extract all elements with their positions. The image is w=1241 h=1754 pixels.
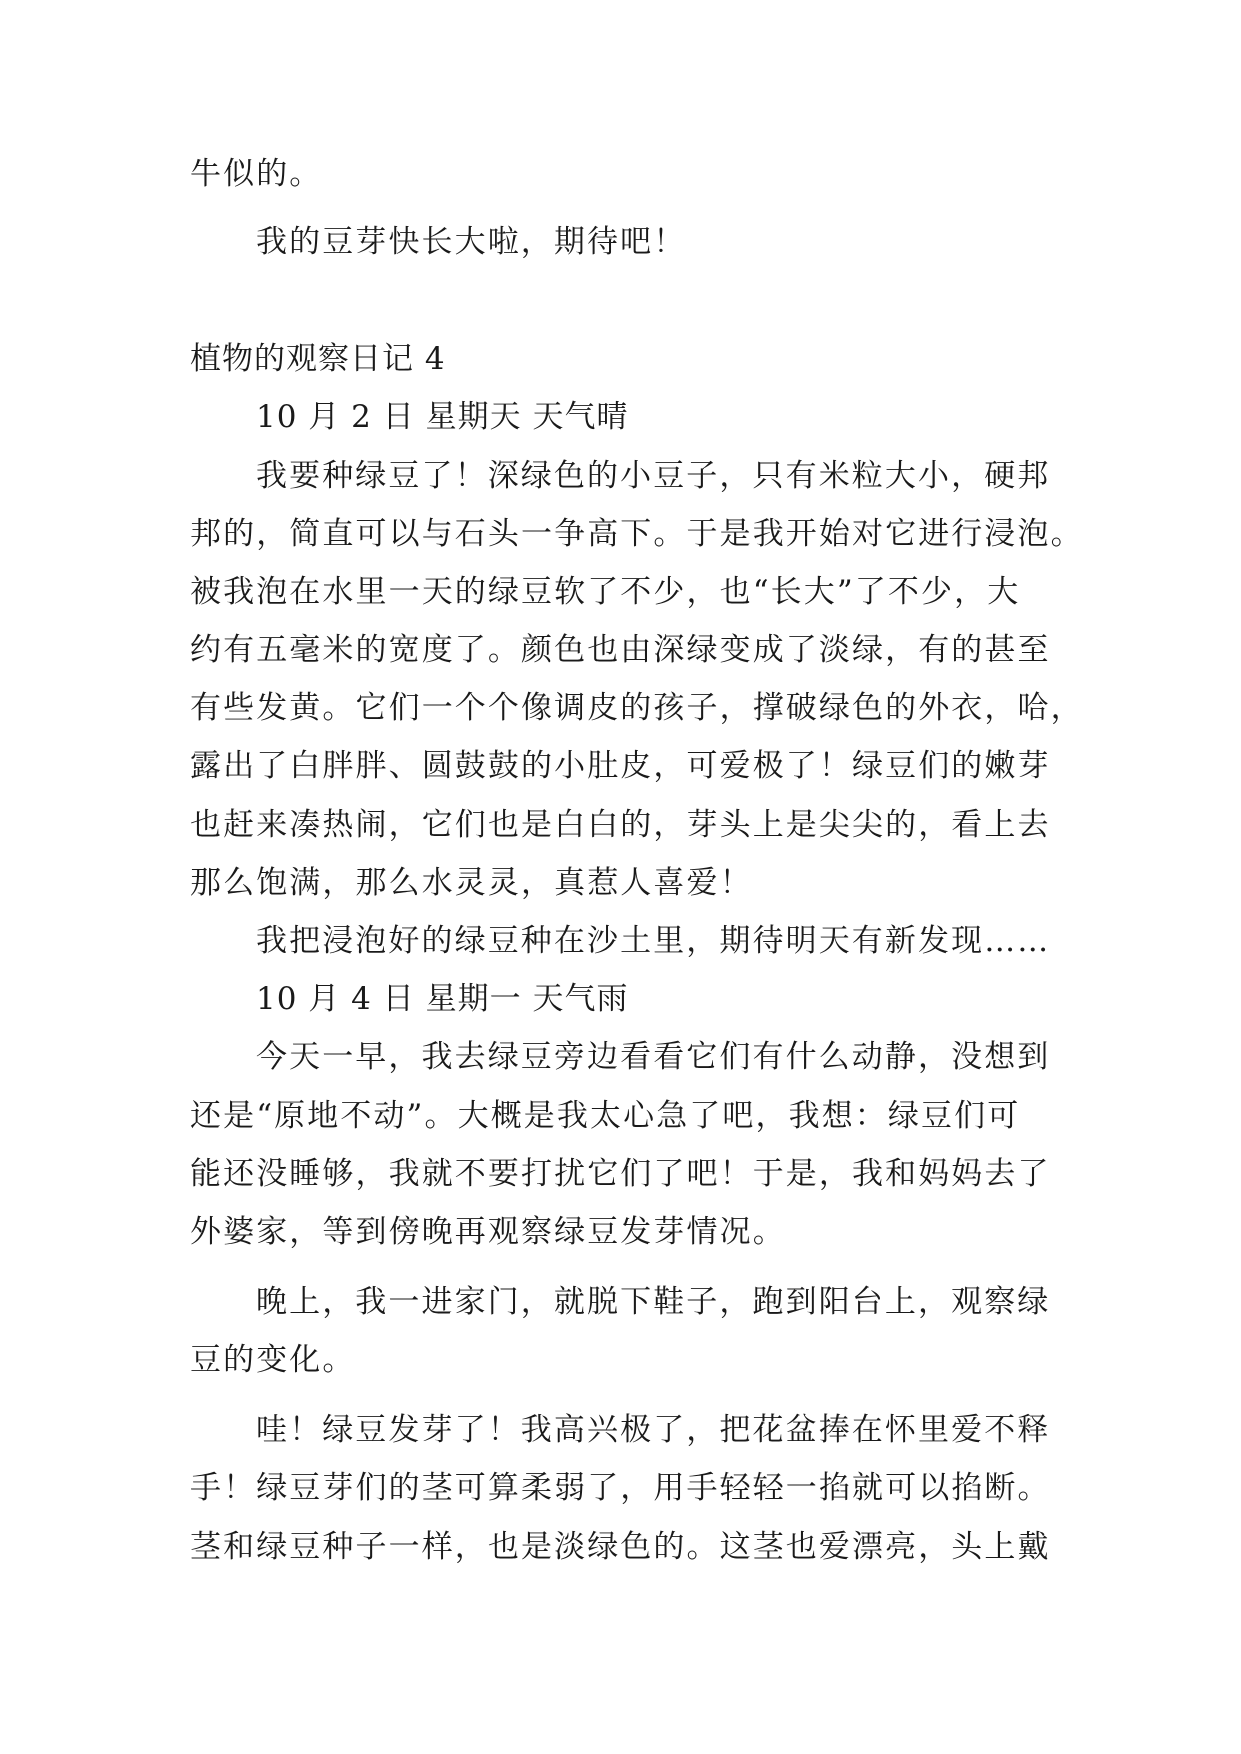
text-line: 牛似的。 (190, 156, 323, 192)
text-line: 哇！绿豆发芽了！我高兴极了，把花盆捧在怀里爱不释 (256, 1412, 1051, 1448)
text-line: 被我泡在水里一天的绿豆软了不少，也“长大”了不少，大 (190, 574, 1021, 610)
text-line: 有些发黄。它们一个个像调皮的孩子，撑破绿色的外衣，哈， (190, 690, 1084, 726)
text-line: 能还没睡够，我就不要打扰它们了吧！于是，我和妈妈去了 (190, 1156, 1051, 1192)
text-line: 我的豆芽快长大啦，期待吧！ (256, 224, 687, 260)
diary-date: 10 月 4 日 星期一 天气雨 (256, 981, 629, 1017)
diary-date: 10 月 2 日 星期天 天气晴 (256, 399, 629, 435)
text-line: 还是“原地不动”。大概是我太心急了吧，我想：绿豆们可 (190, 1098, 1021, 1134)
section-heading: 植物的观察日记 4 (190, 341, 446, 377)
text-line: 外婆家，等到傍晚再观察绿豆发芽情况。 (190, 1214, 786, 1250)
text-line: 晚上，我一进家门，就脱下鞋子，跑到阳台上，观察绿 (256, 1284, 1051, 1320)
text-line: 约有五毫米的宽度了。颜色也由深绿变成了淡绿，有的甚至 (190, 632, 1051, 668)
text-line: 那么饱满，那么水灵灵，真惹人喜爱！ (190, 865, 753, 901)
text-line: 豆的变化。 (190, 1342, 356, 1378)
text-line: 手！绿豆芽们的茎可算柔弱了，用手轻轻一掐就可以掐断。 (190, 1470, 1051, 1506)
text-line: 也赶来凑热闹，它们也是白白的，芽头上是尖尖的，看上去 (190, 807, 1051, 843)
text-line: 露出了白胖胖、圆鼓鼓的小肚皮，可爱极了！绿豆们的嫩芽 (190, 748, 1051, 784)
text-line: 我要种绿豆了！深绿色的小豆子，只有米粒大小，硬邦 (256, 458, 1051, 494)
text-line: 今天一早，我去绿豆旁边看看它们有什么动静，没想到 (256, 1039, 1051, 1075)
text-line: 我把浸泡好的绿豆种在沙土里，期待明天有新发现…… (256, 923, 1051, 959)
text-line: 邦的，简直可以与石头一争高下。于是我开始对它进行浸泡。 (190, 516, 1084, 552)
text-line: 茎和绿豆种子一样，也是淡绿色的。这茎也爱漂亮，头上戴 (190, 1529, 1051, 1565)
